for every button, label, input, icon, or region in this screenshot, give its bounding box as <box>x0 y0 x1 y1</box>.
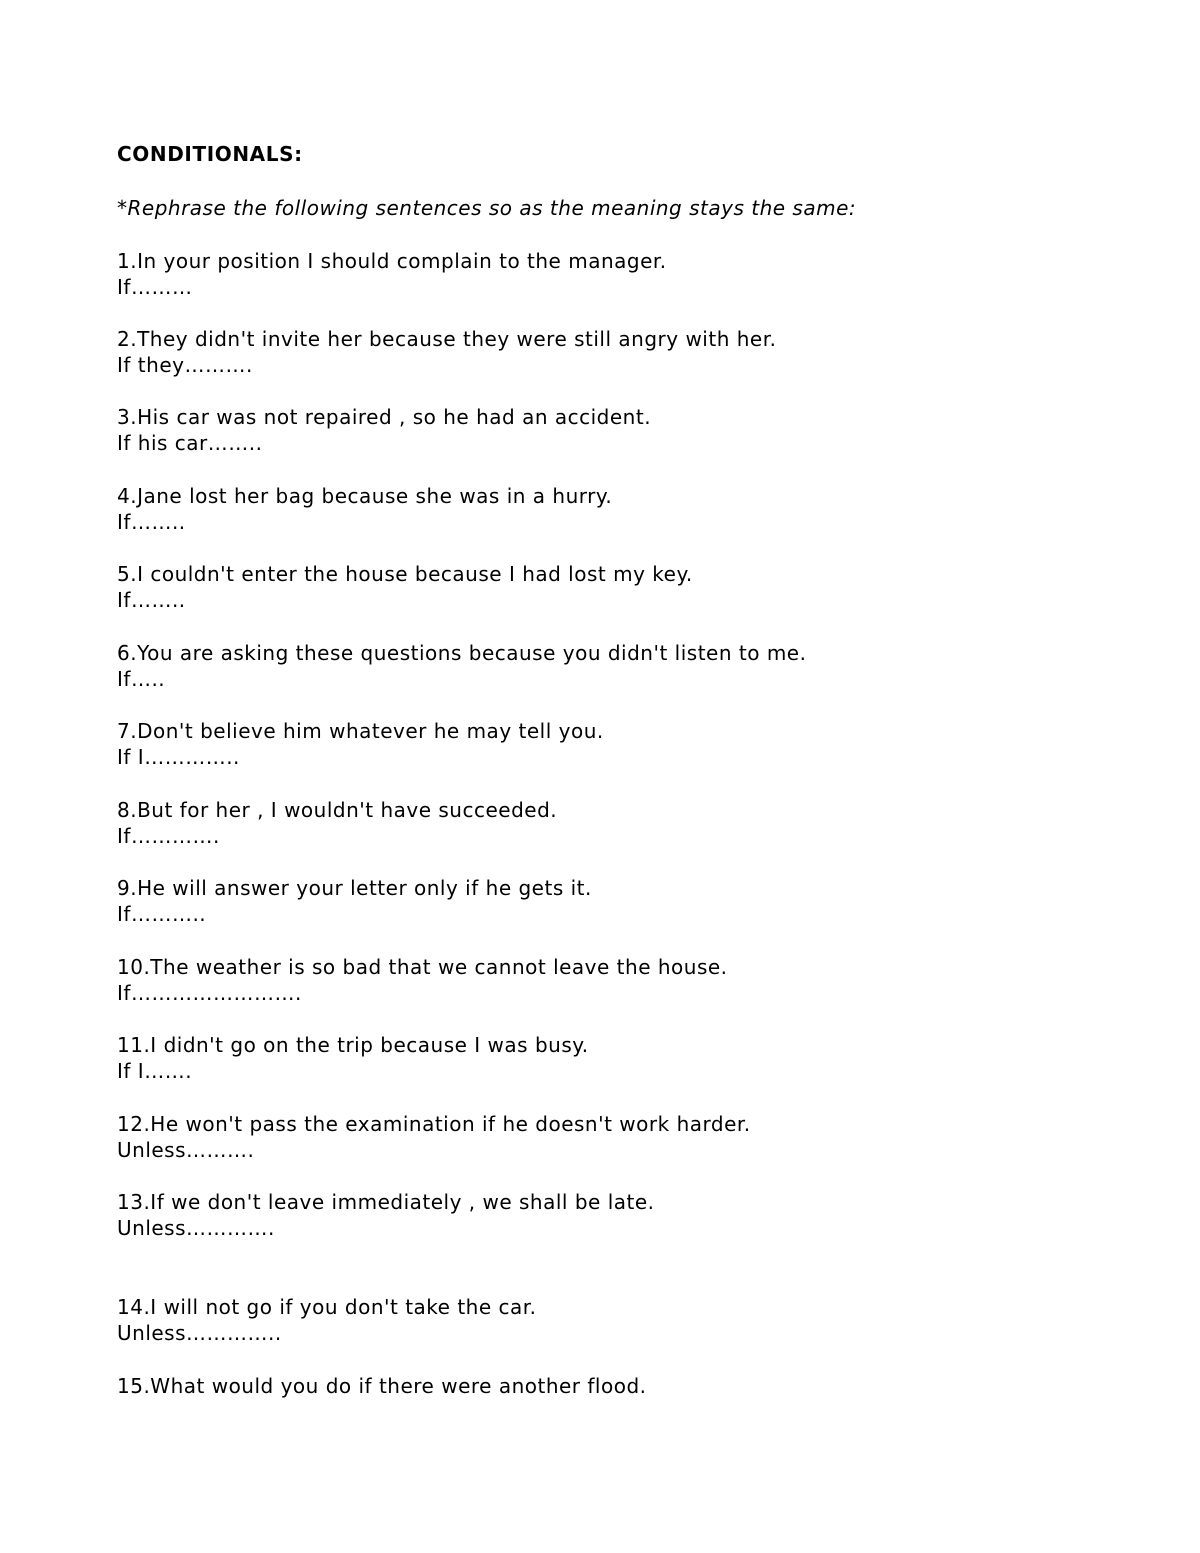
exercise-prompt: If….. <box>117 667 166 691</box>
exercise-sentence: 11.I didn't go on the trip because I was busy. <box>117 1033 589 1057</box>
exercise-item-4 <box>117 483 612 535</box>
exercise-item-7 <box>117 718 604 770</box>
exercise-item-15 <box>117 1373 647 1399</box>
exercise-sentence: 5.I couldn't enter the house because I had lost my key. <box>117 562 693 586</box>
exercise-item-13 <box>117 1189 655 1241</box>
exercise-item-6 <box>117 640 806 692</box>
exercise-prompt: If…….. <box>117 510 186 534</box>
exercise-prompt: If they………. <box>117 353 253 377</box>
exercise-item-14 <box>117 1294 537 1346</box>
exercise-item-3 <box>117 404 651 456</box>
exercise-sentence: 12.He won't pass the examination if he doesn't work harder. <box>117 1112 751 1136</box>
exercise-item-11 <box>117 1032 589 1084</box>
exercise-prompt: Unless…………. <box>117 1216 275 1240</box>
exercise-sentence: 4.Jane lost her bag because she was in a hurry. <box>117 484 613 508</box>
exercise-sentence: 8.But for her , I wouldn't have succeeded. <box>117 798 558 822</box>
exercise-sentence: 2.They didn't invite her because they were still angry with her. <box>117 327 777 351</box>
exercise-prompt: If I……. <box>117 1059 193 1083</box>
exercise-prompt: If……….. <box>117 902 207 926</box>
exercise-item-10 <box>117 954 728 1006</box>
page-title: CONDITIONALS: <box>117 142 303 166</box>
exercise-item-9 <box>117 875 592 927</box>
instruction-text: *Rephrase the following sentences so as the meaning stays the same: <box>117 196 857 220</box>
exercise-prompt: Unless………. <box>117 1138 255 1162</box>
exercise-item-12 <box>117 1111 751 1163</box>
exercise-sentence: 15.What would you do if there were another flood. <box>117 1374 647 1398</box>
exercise-sentence: 1.In your position I should complain to the manager. <box>117 249 667 273</box>
exercise-item-5 <box>117 561 693 613</box>
exercise-sentence: 13.If we don't leave immediately , we shall be late. <box>117 1190 655 1214</box>
exercise-item-2 <box>117 326 776 378</box>
exercise-sentence: 6.You are asking these questions because you didn't listen to me. <box>117 641 807 665</box>
exercise-item-1 <box>117 248 667 300</box>
exercise-prompt: If his car…….. <box>117 431 263 455</box>
exercise-sentence: 14.I will not go if you don't take the car. <box>117 1295 537 1319</box>
exercise-item-8 <box>117 797 557 849</box>
exercise-sentence: 3.His car was not repaired , so he had an accident. <box>117 405 652 429</box>
exercise-sentence: 7.Don't believe him whatever he may tell you. <box>117 719 604 743</box>
exercise-sentence: 10.The weather is so bad that we cannot leave the house. <box>117 955 728 979</box>
exercise-prompt: If……………………. <box>117 981 302 1005</box>
exercise-prompt: Unless………….. <box>117 1321 282 1345</box>
exercise-prompt: If…….. <box>117 588 186 612</box>
exercise-prompt: If…………. <box>117 824 220 848</box>
exercise-prompt: If……… <box>117 275 193 299</box>
exercise-sentence: 9.He will answer your letter only if he gets it. <box>117 876 592 900</box>
exercise-prompt: If I………….. <box>117 745 240 769</box>
